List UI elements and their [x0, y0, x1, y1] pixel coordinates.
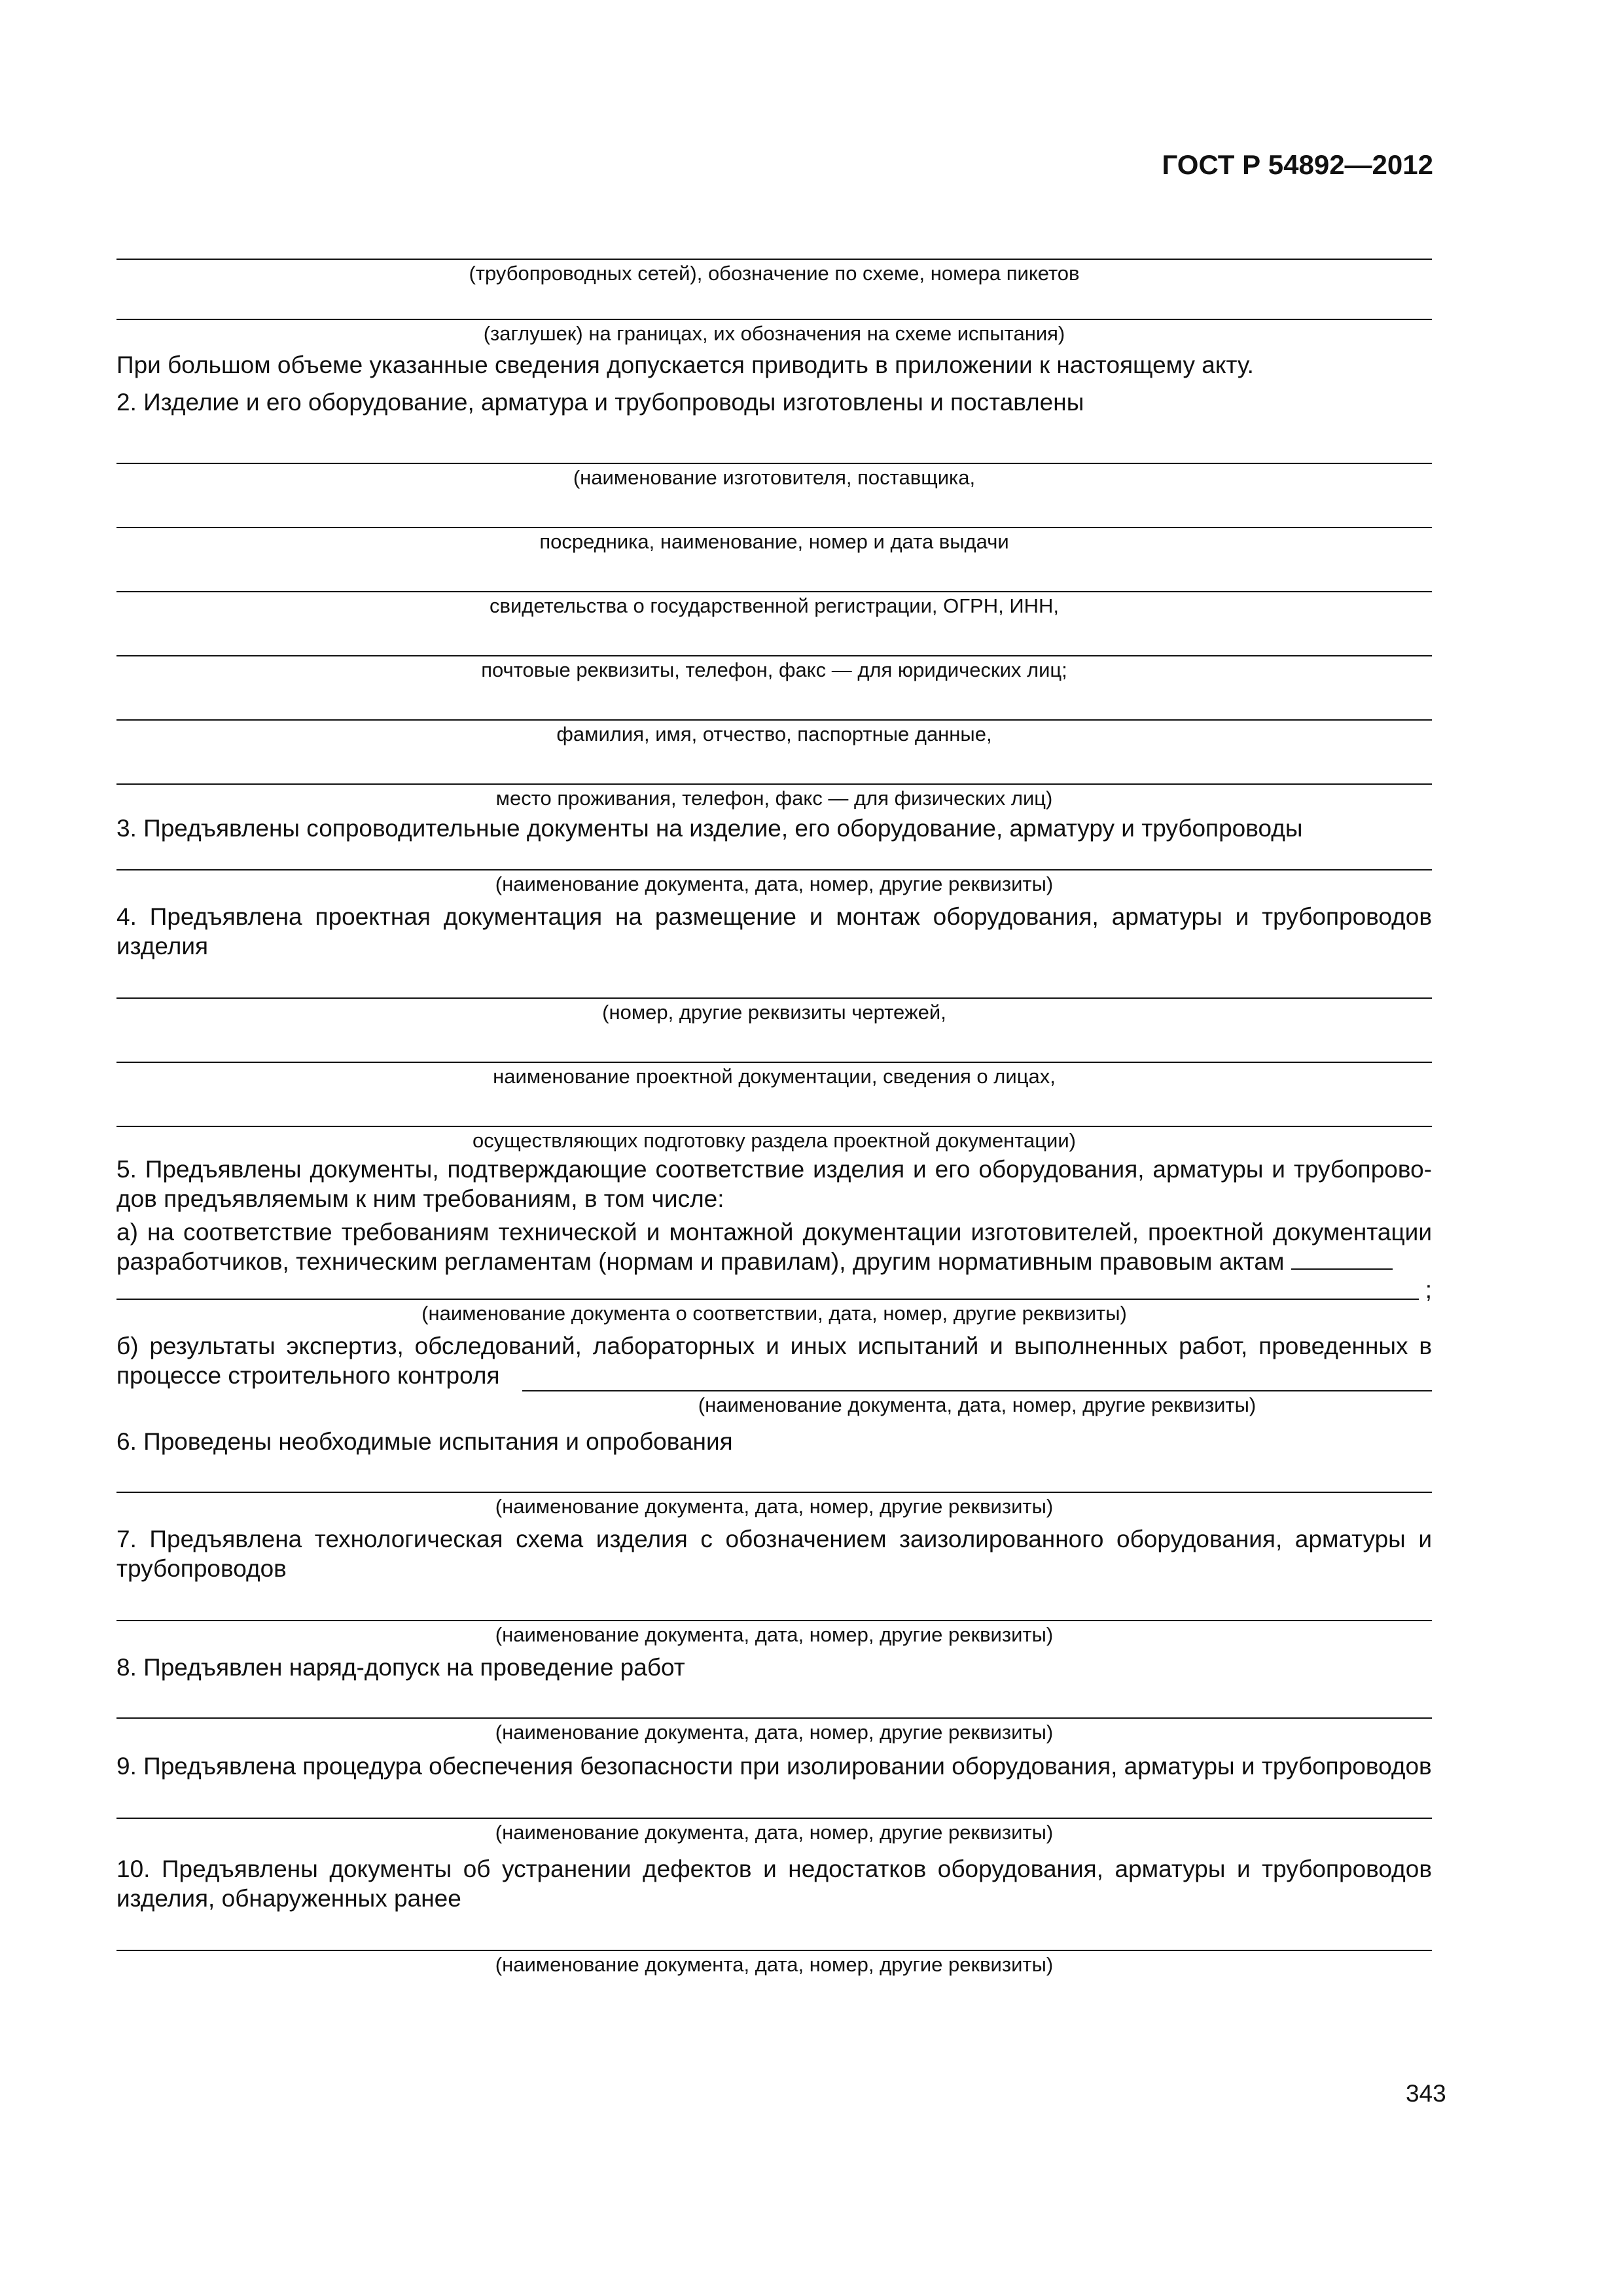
field-caption: (наименование документа, дата, номер, другие реквизиты)	[698, 1393, 1257, 1416]
field-caption: (трубопроводных сетей), обозначение по схеме, номера пикетов	[469, 262, 1080, 285]
field-caption: (наименование документа, дата, номер, другие реквизиты)	[495, 1623, 1054, 1646]
fill-line[interactable]	[116, 770, 1432, 785]
fill-line[interactable]	[116, 1804, 1432, 1819]
item-5a-text: а) на соответствие требованиям технической и монтажной документации изготовителей, проектной документации разработчиков, техническим регламентам (нормам и правилам), другим нормативным правовым актам	[116, 1219, 1432, 1275]
field-caption: (наименование документа, дата, номер, другие реквизиты)	[495, 1821, 1054, 1844]
field-caption: (наименование документа, дата, номер, другие реквизиты)	[495, 1495, 1054, 1518]
fill-line[interactable]	[116, 1704, 1432, 1719]
item-5a-paragraph	[116, 1217, 1432, 1276]
fill-line[interactable]	[116, 1607, 1432, 1621]
field-caption: (наименование документа, дата, номер, другие реквизиты)	[495, 872, 1054, 895]
fill-line[interactable]	[116, 642, 1432, 656]
fill-line[interactable]	[116, 984, 1432, 999]
fill-line[interactable]	[116, 1937, 1432, 1951]
item-6-paragraph: 6. Проведены необходимые испытания и опробования	[116, 1428, 733, 1455]
item-9-paragraph: 9. Предъявлена процедура обеспечения безопасности при изолировании оборудования, арматуры и трубопроводов	[116, 1753, 1432, 1780]
semicolon: ;	[1425, 1276, 1432, 1303]
item-5b-text: б) результаты экспертиз, обследований, лабораторных и иных испытаний и выполненных работ, проведенных в процессе строительного контроля	[116, 1333, 1432, 1389]
field-caption: (наименование документа о соответствии, дата, номер, другие реквизиты)	[421, 1302, 1127, 1325]
fill-line[interactable]	[116, 856, 1432, 870]
fill-line[interactable]	[116, 514, 1432, 528]
field-caption: фамилия, имя, отчество, паспортные данные,	[556, 723, 992, 745]
field-caption: место проживания, телефон, факс — для физических лиц)	[495, 787, 1053, 810]
item-5b-paragraph	[116, 1331, 1432, 1390]
field-caption: (заглушек) на границах, их обозначения на схеме испытания)	[483, 322, 1065, 345]
fill-line[interactable]	[116, 306, 1432, 320]
fill-line[interactable]	[116, 1479, 1432, 1493]
note-paragraph: При большом объеме указанные сведения допускается приводить в приложении к настоящему акту.	[116, 351, 1254, 378]
field-caption: (наименование изготовителя, поставщика,	[573, 466, 976, 489]
fill-line[interactable]	[116, 1285, 1419, 1300]
fill-line[interactable]	[116, 578, 1432, 592]
field-caption: свидетельства о государственной регистрации, ОГРН, ИНН,	[489, 594, 1060, 617]
field-caption: (наименование документа, дата, номер, другие реквизиты)	[495, 1953, 1054, 1976]
fill-line[interactable]	[116, 245, 1432, 260]
document-code-header: ГОСТ Р 54892—2012	[1162, 149, 1433, 180]
item-2-paragraph: 2. Изделие и его оборудование, арматура и трубопроводы изготовлены и поставлены	[116, 389, 1084, 416]
fill-line[interactable]	[522, 1390, 1432, 1391]
item-5-paragraph: 5. Предъявлены документы, подтверждающие соответствие изделия и его оборудования, арматуры и трубопрово-дов предъявляемым к ним требованиям, в том числе:	[116, 1156, 1432, 1212]
item-5b-fill-row	[116, 1390, 1432, 1391]
item-8-paragraph: 8. Предъявлен наряд-допуск на проведение работ	[116, 1654, 685, 1681]
field-caption: (наименование документа, дата, номер, другие реквизиты)	[495, 1721, 1054, 1744]
item-4-paragraph: 4. Предъявлена проектная документация на размещение и монтаж оборудования, арматуры и трубопроводов изделия	[116, 903, 1432, 960]
fill-line[interactable]	[116, 706, 1432, 721]
fill-line[interactable]	[116, 1049, 1432, 1063]
inline-fill-line[interactable]	[1291, 1249, 1393, 1270]
form-body	[116, 245, 1432, 1977]
fill-line[interactable]	[116, 1113, 1432, 1127]
fill-line[interactable]	[116, 450, 1432, 464]
item-7-paragraph: 7. Предъявлена технологическая схема изделия с обозначением заизолированного оборудования, арматуры и трубопроводов	[116, 1526, 1432, 1582]
item-3-paragraph: 3. Предъявлены сопроводительные документы на изделие, его оборудование, арматуру и трубопроводы	[116, 815, 1303, 842]
field-caption: осуществляющих подготовку раздела проектной документации)	[472, 1129, 1077, 1152]
item-10-paragraph: 10. Предъявлены документы об устранении дефектов и недостатков оборудования, арматуры и трубопроводов изделия, обнаруженных ранее	[116, 1856, 1432, 1912]
field-caption: почтовые реквизиты, телефон, факс — для юридических лиц;	[481, 658, 1067, 681]
item-5a-fill-row	[116, 1276, 1432, 1303]
field-caption: (номер, другие реквизиты чертежей,	[602, 1001, 946, 1024]
field-caption: посредника, наименование, номер и дата выдачи	[539, 530, 1009, 553]
field-caption: наименование проектной документации, сведения о лицах,	[493, 1065, 1056, 1088]
page-number: 343	[1406, 2080, 1446, 2107]
